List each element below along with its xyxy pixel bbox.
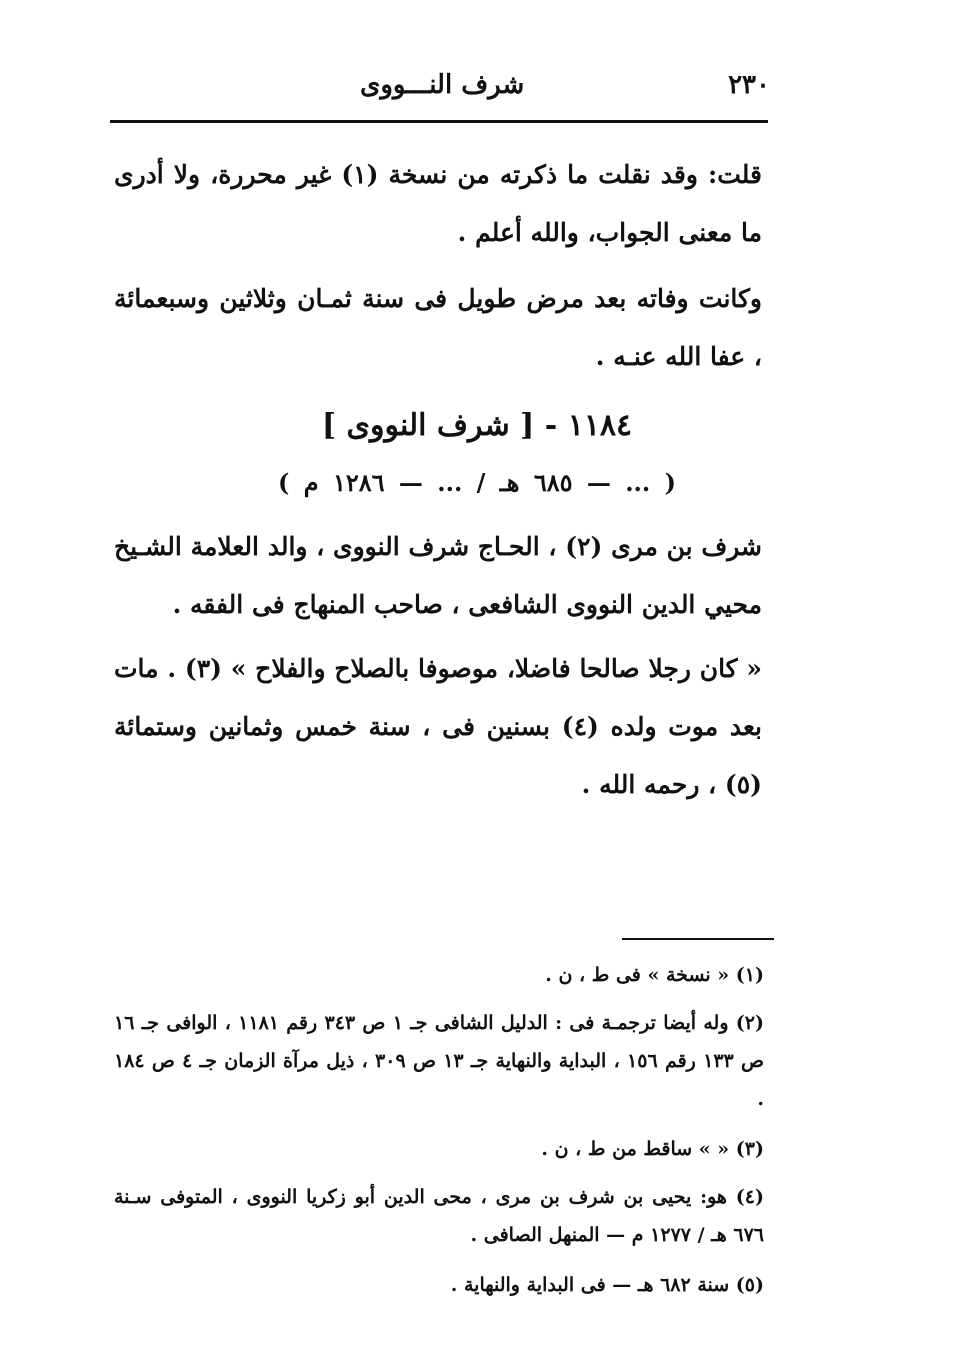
footnote-1: (١) « نسخة » فى ط ، ن .	[545, 964, 764, 986]
entry-paragraph-identity: شرف بن مرى (٢) ، الحـاج شرف النووى ، والد العلامة الشـيخ محيي الدين النووى الشافعى ، صاحب المنهاج فى الفقه .	[114, 532, 762, 619]
paragraph-death-note: وكانت وفاته بعد مرض طويل فى سنة ثمـان وثلاثين وسبعمائة ، عفا الله عنـه .	[114, 284, 762, 371]
footnote-3: (٣) « » ساقط من ط ، ن .	[541, 1138, 764, 1160]
footnote-5: (٥) سنة ٦٨٢ هـ — فى البداية والنهاية .	[450, 1274, 764, 1296]
footnote-2: (٢) وله أيضا ترجمـة فى : الدليل الشافى جـ ١ ص ٣٤٣ رقم ١١٨١ ، الوافى جـ ١٦ ص ١٣٣ رقم ١٥٦ ، البداية والنهاية جـ ١٣ ص ٣٠٩ ، ذيل مرآة الزمان جـ ٤ ص ١٨٤ .	[114, 1012, 765, 1110]
entry-title: ١١٨٤ - [ شرف النووى ]	[321, 408, 633, 443]
page-header	[110, 62, 770, 112]
footnote-rule	[622, 938, 774, 940]
running-title: شرف النـــووى	[360, 70, 525, 100]
footnote-4: (٤) هو: يحيى بن شرف بن مرى ، محى الدين أبو زكريا النووى ، المتوفى سـنة ٦٧٦ هـ / ١٢٧٧ م — المنهل الصافى .	[114, 1186, 764, 1246]
entry-dates: ( ... — ٦٨٥ هـ / ... — ١٢٨٦ م )	[278, 468, 676, 497]
paragraph-quote-note: قلت: وقد نقلت ما ذكرته من نسخة (١) غير محررة، ولا أدرى ما معنى الجواب، والله أعلم .	[114, 160, 762, 247]
footnotes	[114, 956, 764, 1314]
entry-paragraph-description: « كان رجلا صالحا فاضلا، موصوفا بالصلاح والفلاح » (٣) . مات بعد موت ولده (٤) بسنين فى ، سنة خمس وثمانين وستمائة (٥) ، رحمه الله .	[114, 654, 763, 799]
page-number: ٢٣٠	[728, 70, 770, 100]
header-rule	[110, 120, 768, 123]
